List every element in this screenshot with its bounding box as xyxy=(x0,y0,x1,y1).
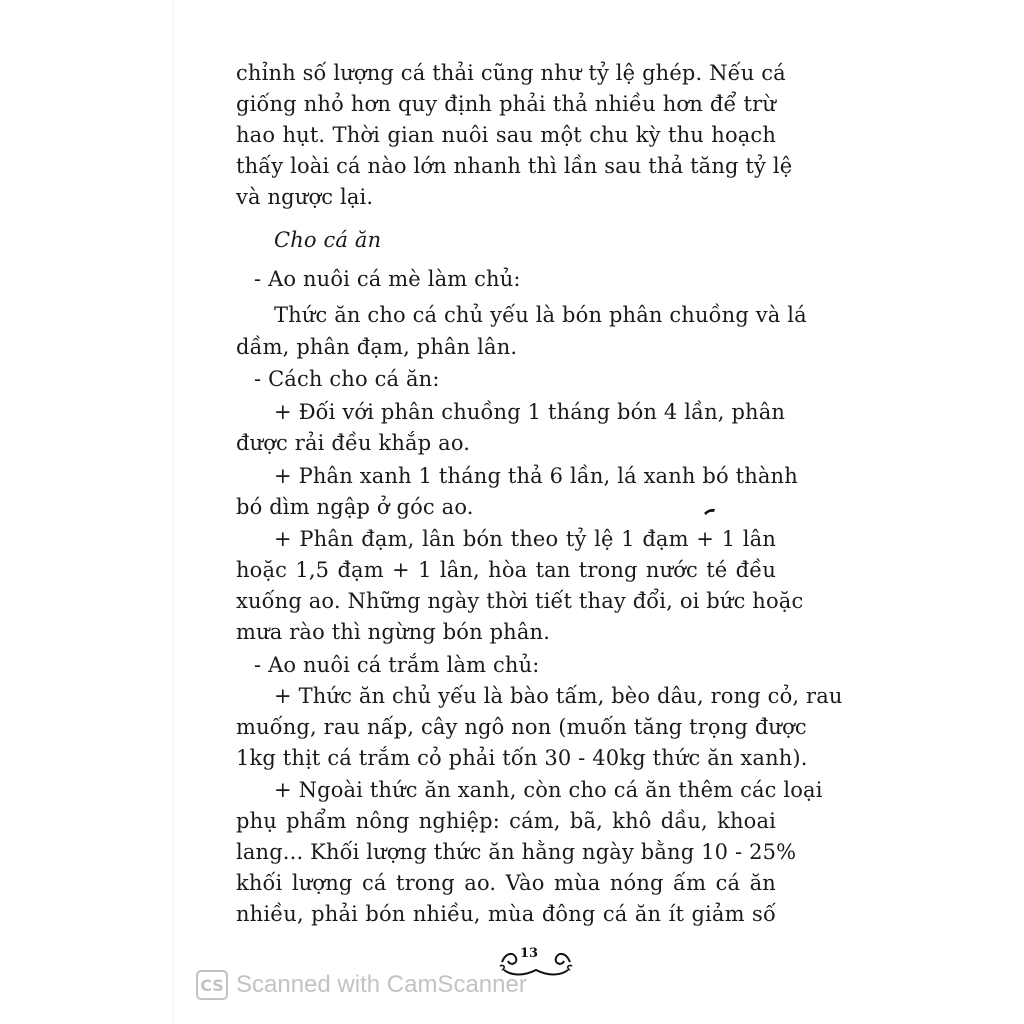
camscanner-watermark xyxy=(196,968,527,1002)
text-line: được rải đều khắp ao. xyxy=(236,431,471,455)
page-edge-shadow xyxy=(172,0,175,1024)
text-line: giống nhỏ hơn quy định phải thả nhiều hơn để trừ xyxy=(236,92,776,116)
page-number: 13 xyxy=(520,946,539,961)
watermark-text: Scanned with CamScanner xyxy=(236,971,527,998)
text-line: hao hụt. Thời gian nuôi sau một chu kỳ thu hoạch xyxy=(236,123,776,147)
text-line: + Đối với phân chuồng 1 tháng bón 4 lần, phân xyxy=(274,400,786,424)
ink-mark xyxy=(703,506,717,516)
text-line: 1kg thịt cá trắm cỏ phải tốn 30 - 40kg thức ăn xanh). xyxy=(236,746,808,770)
text-line: - Ao nuôi cá mè làm chủ: xyxy=(254,267,521,291)
text-line: khối lượng cá trong ao. Vào mùa nóng ấm cá ăn xyxy=(236,871,776,895)
text-line: nhiều, phải bón nhiều, mùa đông cá ăn ít giảm số xyxy=(236,902,776,926)
text-line: Thức ăn cho cá chủ yếu là bón phân chuồng và lá xyxy=(274,303,807,327)
text-line: thấy loài cá nào lớn nhanh thì lần sau thả tăng tỷ lệ xyxy=(236,154,793,178)
text-line: + Phân đạm, lân bón theo tỷ lệ 1 đạm + 1 lân xyxy=(274,527,776,551)
text-line: và ngược lại. xyxy=(236,185,374,209)
text-line: muống, rau nấp, cây ngô non (muốn tăng trọng được xyxy=(236,715,807,739)
text-line: phụ phẩm nông nghiệp: cám, bã, khô dầu, khoai xyxy=(236,809,776,833)
text-line: mưa rào thì ngừng bón phân. xyxy=(236,620,551,644)
text-line: + Phân xanh 1 tháng thả 6 lần, lá xanh bó thành xyxy=(274,464,798,488)
text-line: - Ao nuôi cá trắm làm chủ: xyxy=(254,653,540,677)
text-line: dầm, phân đạm, phân lân. xyxy=(236,335,518,359)
text-line: xuống ao. Những ngày thời tiết thay đổi, oi bức hoặc xyxy=(236,589,804,613)
text-line: + Thức ăn chủ yếu là bào tấm, bèo dâu, rong cỏ, rau xyxy=(274,684,843,708)
section-heading: Cho cá ăn xyxy=(274,228,382,252)
text-line: - Cách cho cá ăn: xyxy=(254,367,440,391)
text-line: bó dìm ngập ở góc ao. xyxy=(236,495,474,519)
camscanner-logo-icon: CS xyxy=(196,970,228,1000)
text-line: + Ngoài thức ăn xanh, còn cho cá ăn thêm các loại xyxy=(274,778,823,802)
text-line: hoặc 1,5 đạm + 1 lân, hòa tan trong nước té đều xyxy=(236,558,776,582)
text-line: chỉnh số lượng cá thải cũng như tỷ lệ ghép. Nếu cá xyxy=(236,61,786,85)
text-line: lang... Khối lượng thức ăn hằng ngày bằng 10 - 25% xyxy=(236,840,797,864)
